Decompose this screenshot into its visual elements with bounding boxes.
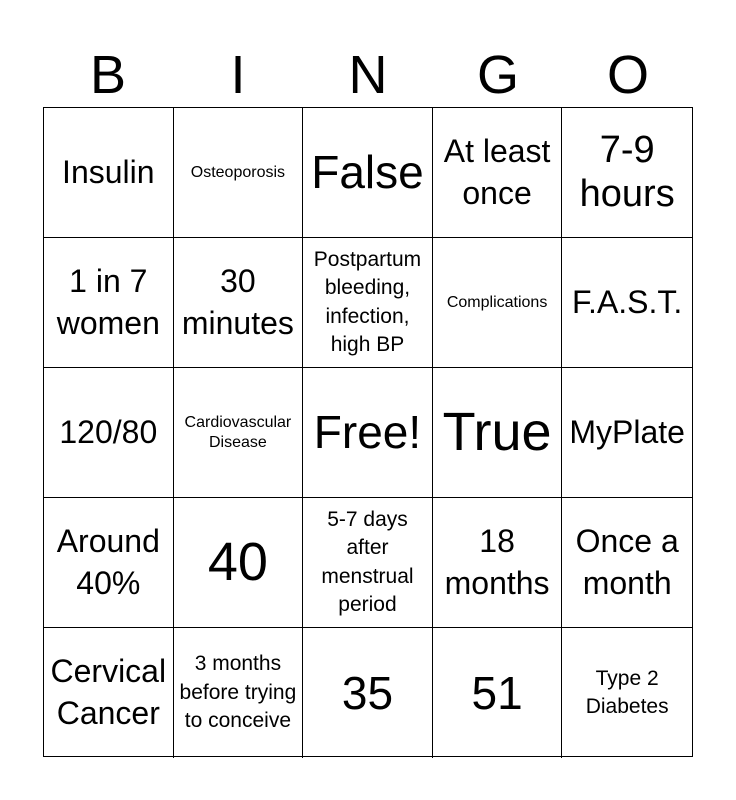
bingo-cell[interactable]: 40	[174, 498, 304, 628]
bingo-cell[interactable]: Postpartum bleeding, infection, high BP	[303, 238, 433, 368]
board-row	[44, 108, 692, 238]
free-space-cell[interactable]: Free!	[303, 368, 433, 498]
header-letter-g: G	[476, 45, 519, 105]
board-row	[44, 368, 692, 498]
bingo-cell[interactable]: 1 in 7 women	[44, 238, 174, 368]
bingo-cell[interactable]: 51	[433, 628, 563, 758]
bingo-header	[43, 44, 693, 106]
board-row	[44, 628, 692, 758]
bingo-cell[interactable]: At least once	[433, 108, 563, 238]
board-row	[44, 498, 692, 628]
bingo-cell[interactable]: Once a month	[562, 498, 692, 628]
bingo-cell[interactable]: 18 months	[433, 498, 563, 628]
bingo-cell[interactable]: F.A.S.T.	[562, 238, 692, 368]
bingo-cell[interactable]: Insulin	[44, 108, 174, 238]
bingo-cell[interactable]: 7-9 hours	[562, 108, 692, 238]
header-letter-n: N	[348, 45, 388, 105]
bingo-cell[interactable]: 30 minutes	[174, 238, 304, 368]
board-row	[44, 238, 692, 368]
bingo-board	[43, 107, 693, 757]
bingo-cell[interactable]: 120/80	[44, 368, 174, 498]
bingo-cell[interactable]: 35	[303, 628, 433, 758]
bingo-cell[interactable]: Around 40%	[44, 498, 174, 628]
bingo-cell[interactable]: Osteoporosis	[174, 108, 304, 238]
bingo-cell[interactable]: 3 months before trying to conceive	[174, 628, 304, 758]
header-letter-o: O	[606, 45, 649, 105]
bingo-cell[interactable]: Complications	[433, 238, 563, 368]
bingo-cell[interactable]: Cervical Cancer	[44, 628, 174, 758]
bingo-cell[interactable]: Cardiovascular Disease	[174, 368, 304, 498]
bingo-cell[interactable]: 5-7 days after menstrual period	[303, 498, 433, 628]
bingo-cell[interactable]: True	[433, 368, 563, 498]
bingo-cell[interactable]: Type 2 Diabetes	[585, 666, 669, 718]
bingo-cell[interactable]: False	[303, 108, 433, 238]
header-letter-i: I	[230, 45, 246, 105]
bingo-cell[interactable]: MyPlate	[562, 368, 692, 498]
header-letter-b: B	[89, 45, 127, 105]
